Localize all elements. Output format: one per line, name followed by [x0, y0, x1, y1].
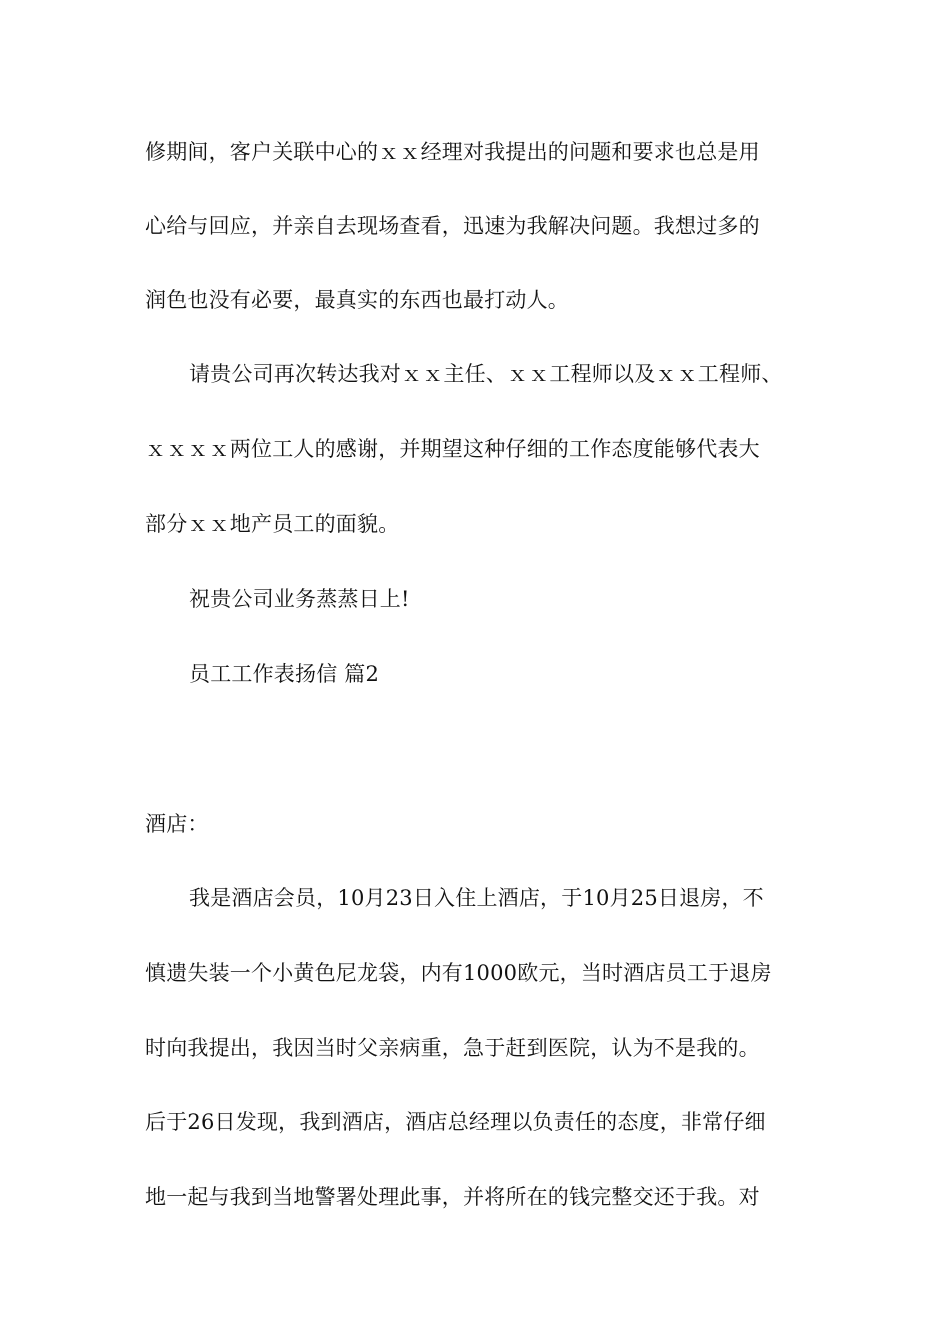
- paragraph-line: ｘｘｘｘ两位工人的感谢，并期望这种仔细的工作态度能够代表大: [145, 437, 760, 461]
- paragraph-line: 我是酒店会员，10月23日入住上酒店，于10月25日退房，不: [189, 886, 764, 910]
- paragraph-line: 润色也没有必要，最真实的东西也最打动人。: [145, 288, 569, 312]
- paragraph-line: 部分ｘｘ地产员工的面貌。: [145, 512, 400, 536]
- section-heading: 员工工作表扬信 篇2: [189, 662, 380, 686]
- paragraph-line: 心给与回应，并亲自去现场查看，迅速为我解决问题。我想过多的: [145, 214, 760, 238]
- paragraph-line: 地一起与我到当地警署处理此事，并将所在的钱完整交还于我。对: [145, 1185, 760, 1209]
- closing-line: 祝贵公司业务蒸蒸日上!: [189, 587, 410, 611]
- paragraph-line: 时向我提出，我因当时父亲病重，急于赶到医院，认为不是我的。: [145, 1036, 760, 1060]
- paragraph-line: 慎遗失装一个小黄色尼龙袋，内有1000欧元，当时酒店员工于退房: [145, 961, 772, 985]
- paragraph-line: 请贵公司再次转达我对ｘｘ主任、ｘｘ工程师以及ｘｘ工程师、: [189, 362, 783, 386]
- paragraph-line: 修期间，客户关联中心的ｘｘ经理对我提出的问题和要求也总是用: [145, 140, 760, 164]
- salutation: 酒店：: [145, 812, 209, 836]
- paragraph-line: 后于26日发现，我到酒店，酒店总经理以负责任的态度，非常仔细: [145, 1110, 766, 1134]
